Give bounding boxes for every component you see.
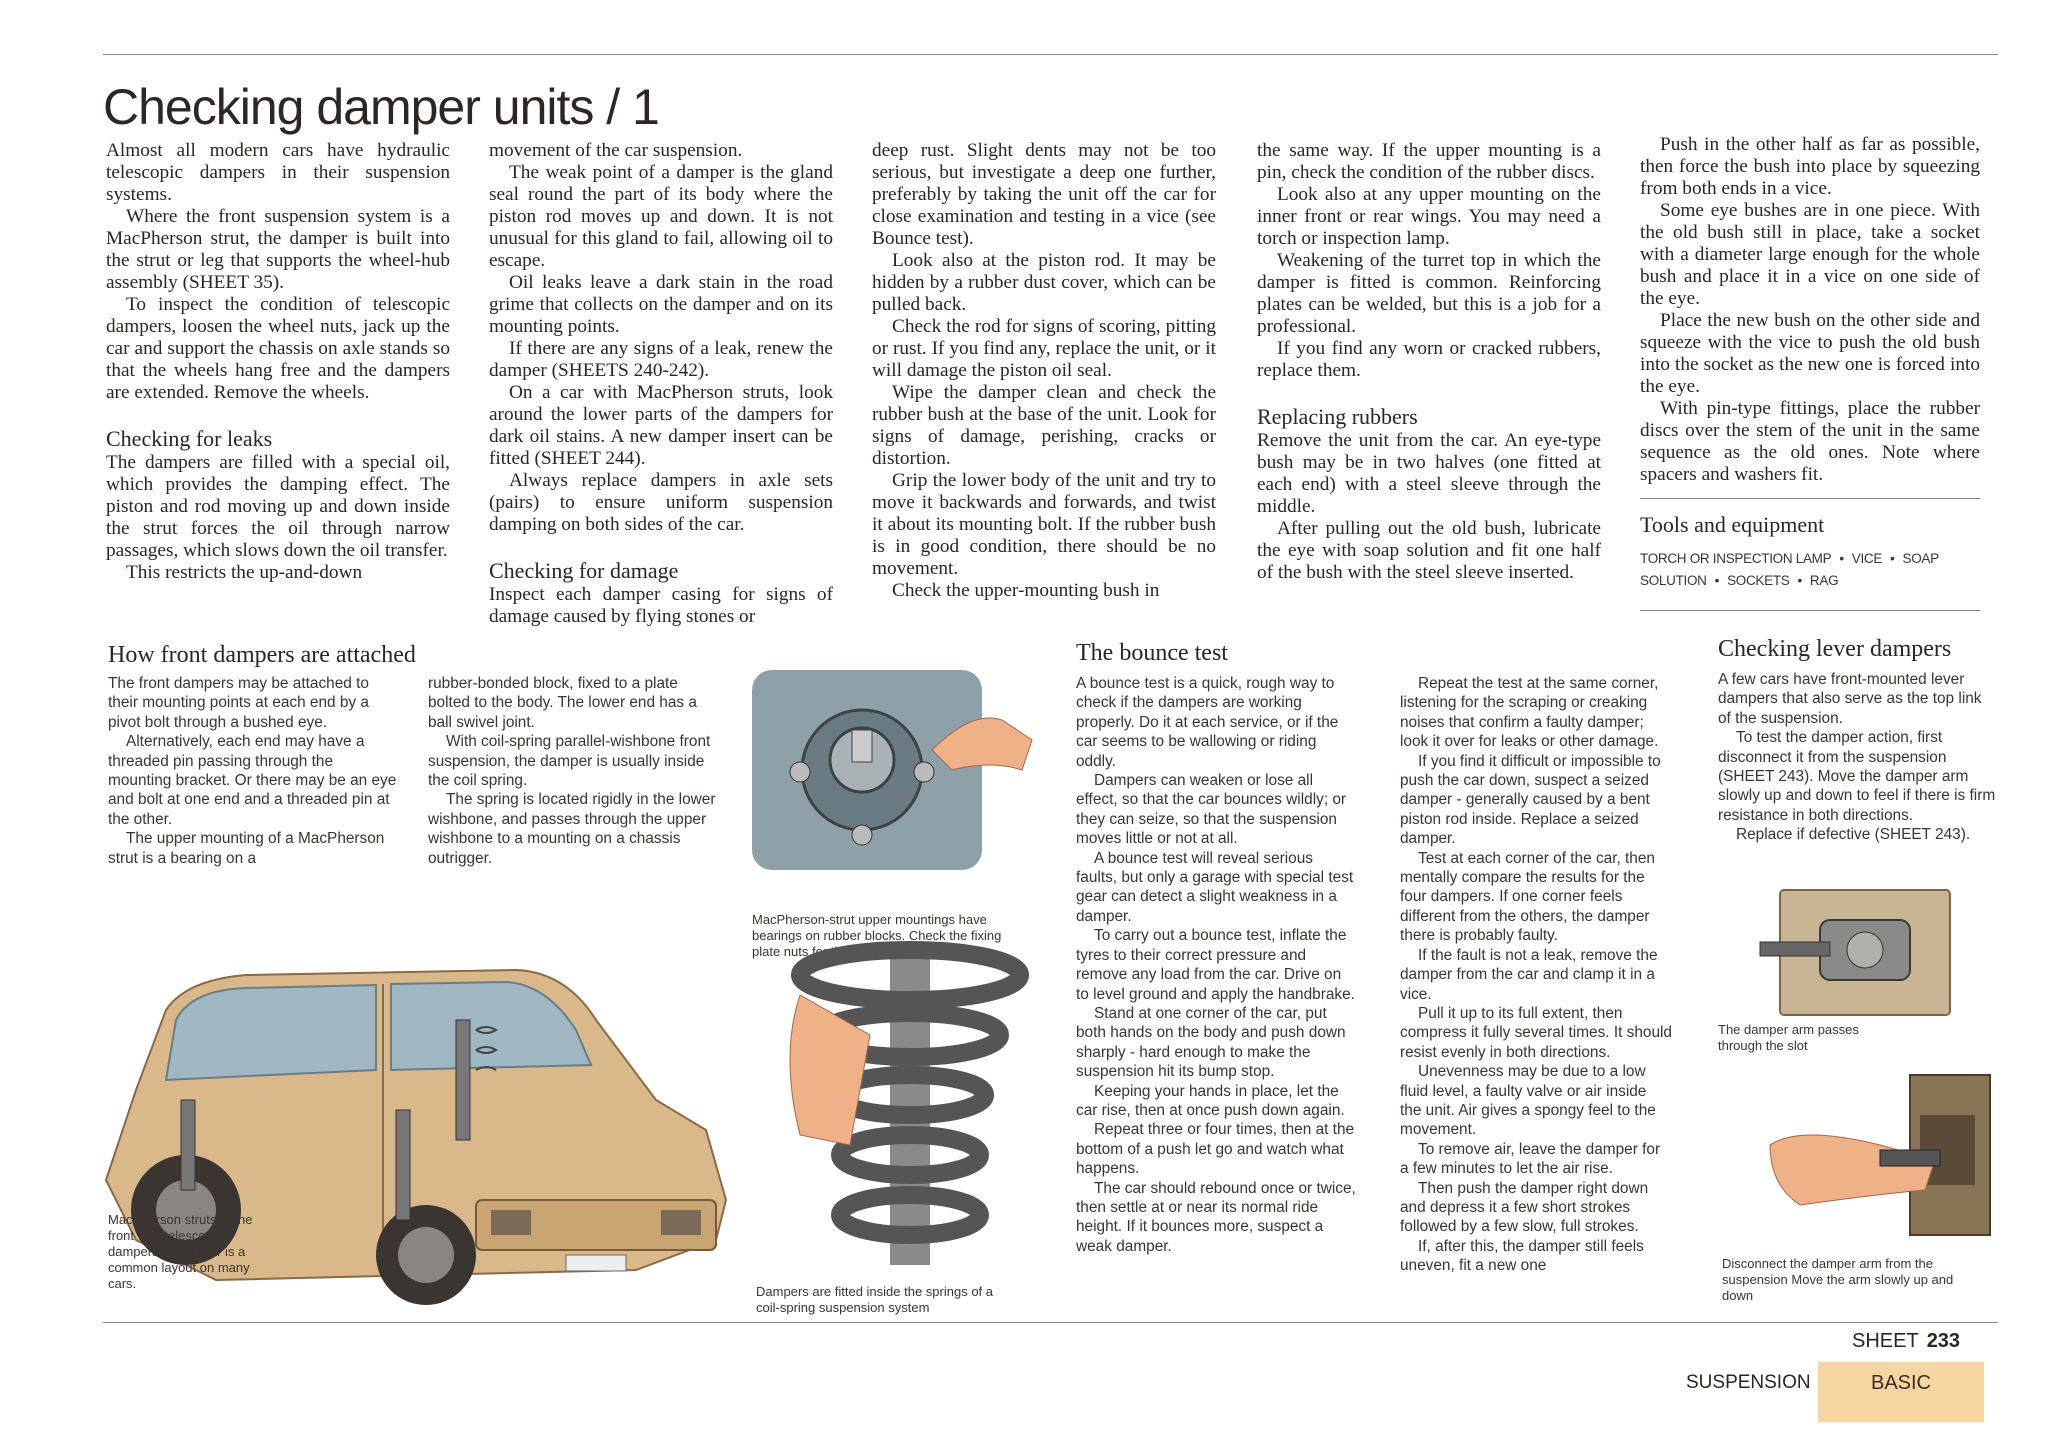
- sheet-value: 233: [1926, 1330, 1961, 1352]
- paragraph: The spring is located rigidly in the lower wishbone, and passes through the upper wishbone to a mounting on a chassis outrigger.: [428, 791, 716, 867]
- paragraph: deep rust. Slight dents may not be too serious, but investigate a deep one further, preferably by taking the unit off the car for close examination and testing in a vice (see Bounce test).: [872, 140, 1216, 249]
- section-label: SUSPENSION: [1686, 1372, 1811, 1393]
- bounce-test-column-2: [1400, 674, 1672, 1276]
- section-heading: Replacing rubbers: [1257, 404, 1418, 429]
- paragraph: To remove air, leave the damper for a few minutes to let the air rise.: [1400, 1140, 1661, 1178]
- paragraph: The weak point of a damper is the gland seal round the part of its body where the piston rod moves up and down. It is not unusual for this gland to fail, allowing oil to escape.: [489, 162, 833, 271]
- paragraph: Dampers can weaken or lose all effect, so that the car bounces wildly; or they can seize, so that the suspension moves little or not at all.: [1076, 772, 1347, 848]
- paragraph: Alternatively, each end may have a threaded pin passing through the mounting bracket. Or there may be an eye and bolt at one end and a threaded pin at the other.: [108, 733, 397, 828]
- sheet-number: [1852, 1330, 1960, 1353]
- paragraph: Keeping your hands in place, let the car rise, then at once push down again.: [1076, 1082, 1345, 1119]
- paragraph: Repeat the test at the same corner, listening for the scraping or creaking noises that confirm a faulty damper; look it over for leaks or other damage.: [1400, 675, 1659, 751]
- section-heading: Checking for damage: [489, 558, 679, 583]
- paragraph: After pulling out the old bush, lubricate the eye with soap solution and fit one half of the bush with the steel sleeve inserted.: [1257, 518, 1601, 583]
- front-dampers-heading: How front dampers are attached: [108, 642, 416, 668]
- paragraph: With coil-spring parallel-wishbone front suspension, the damper is usually inside the coil spring.: [428, 733, 711, 790]
- car-caption: MacPherson struts at the front with telescopic dampers at the rear is a common layout on many cars.: [108, 1212, 253, 1291]
- level-label: BASIC: [1870, 1372, 1932, 1394]
- paragraph: A few cars have front-mounted lever dampers that also serve as the top link of the suspension.: [1718, 671, 1982, 727]
- paragraph: Oil leaks leave a dark stain in the road grime that collects on the damper and on its mounting points.: [489, 272, 833, 337]
- lever-dampers-heading: Checking lever dampers: [1718, 636, 1952, 662]
- paragraph: A bounce test is a quick, rough way to check if the dampers are working properly. Do it at each service, or if the car seems to be wallowing or riding oddly.: [1076, 675, 1339, 770]
- paragraph: Replace if defective (SHEET 243).: [1736, 826, 1971, 844]
- text-column-4: [1257, 140, 1601, 584]
- paragraph: If you find any worn or cracked rubbers, replace them.: [1257, 338, 1601, 381]
- paragraph: Weakening of the turret top in which the damper is fitted is common. Reinforcing plates can be welded, but this is a job for a professional.: [1257, 250, 1601, 337]
- paragraph: movement of the car suspension.: [489, 140, 743, 161]
- paragraph: Grip the lower body of the unit and try to move it backwards and forwards, and twist it about its mounting bolt. If the rubber bush is in good condition, there should be no movement.: [872, 470, 1216, 579]
- tool-item: SOCKETS: [1727, 573, 1790, 588]
- tool-item: TORCH OR INSPECTION LAMP: [1640, 551, 1832, 566]
- text-column-3: [872, 140, 1216, 602]
- tools-rule-bottom: [1640, 610, 1980, 611]
- paragraph: If you find it difficult or impossible to push the car down, suspect a seized damper - generally caused by a bent piston rod inside. Replace a seized damper.: [1400, 752, 1661, 848]
- tools-rule-top: [1640, 498, 1980, 499]
- lever-caption-2: Disconnect the damper arm from the suspension Move the arm slowly up and down: [1722, 1256, 1954, 1303]
- text-column-5: [1640, 134, 1980, 486]
- disconnect-arm-illustration: [1760, 1065, 2000, 1245]
- paragraph: If the fault is not a leak, remove the damper from the car and clamp it in a vice.: [1400, 946, 1658, 1003]
- paragraph: Remove the unit from the car. An eye-type bush may be in two halves (one fitted at each end) with a steel sleeve through the middle.: [1257, 430, 1601, 517]
- lever-damper-illustration: [1750, 880, 1970, 1025]
- front-dampers-column-1: [108, 674, 398, 868]
- text-column-1: [106, 140, 450, 584]
- paragraph: Always replace dampers in axle sets (pairs) to ensure uniform suspension damping on both sides of the car.: [489, 470, 833, 535]
- paragraph: To test the damper action, first disconnect it from the suspension (SHEET 243). Move the damper arm slowly up and down to feel if there is firm resistance in both directions.: [1718, 729, 1996, 824]
- coil-spring-caption: Dampers are fitted inside the springs of a coil-spring suspension system: [756, 1284, 994, 1315]
- paragraph: Push in the other half as far as possible, then force the bush into place by squeezing from both ends in a vice.: [1640, 134, 1980, 199]
- paragraph: Unevenness may be due to a low fluid level, a faulty valve or air inside the unit. Air gives a spongy feel to the movement.: [1400, 1063, 1656, 1139]
- separator: •: [1797, 573, 1802, 588]
- paragraph: A bounce test will reveal serious faults, but only a garage with special test gear can detect a slight weakness in a damper.: [1076, 849, 1354, 925]
- level-tab: [1818, 1362, 1984, 1422]
- paragraph: Look also at any upper mounting on the inner front or rear wings. You may need a torch or inspection lamp.: [1257, 184, 1601, 249]
- strut-mount-illustration: [752, 660, 1042, 880]
- paragraph: If, after this, the damper still feels uneven, fit a new one: [1400, 1237, 1644, 1275]
- separator: •: [1839, 551, 1844, 566]
- paragraph: Almost all modern cars have hydraulic telescopic dampers in their suspension systems.: [106, 140, 450, 205]
- paragraph: Check the upper-mounting bush in: [892, 580, 1160, 601]
- section-heading: Checking for leaks: [106, 426, 273, 451]
- sheet-label: SHEET: [1852, 1330, 1919, 1352]
- paragraph: This restricts the up-and-down: [126, 562, 363, 583]
- text-column-2: [489, 140, 833, 628]
- paragraph: Check the rod for signs of scoring, pitting or rust. If you find any, replace the unit, or it will damage the piston oil seal.: [872, 316, 1216, 381]
- separator: •: [1890, 551, 1895, 566]
- coil-spring-illustration: [770, 935, 1060, 1270]
- tool-item: VICE: [1851, 551, 1883, 566]
- paragraph: rubber-bonded block, fixed to a plate bolted to the body. The lower end has a ball swivel joint.: [428, 675, 697, 731]
- paragraph: On a car with MacPherson struts, look around the lower parts of the dampers for dark oil stains. A new damper insert can be fitted (SHEET 244).: [489, 382, 833, 469]
- paragraph: Test at each corner of the car, then mentally compare the results for the four dampers. If one corner feels different from the others, the damper there is probably faulty.: [1400, 849, 1655, 945]
- tools-list: [1640, 548, 1980, 592]
- paragraph: Some eye bushes are in one piece. With the old bush still in place, take a socket with a diameter large enough for the whole bush and place it in a vice on one side of the eye.: [1640, 200, 1980, 309]
- paragraph: The dampers are filled with a special oil, which provides the damping effect. The piston and rod moving up and down inside the strut forces the oil through narrow passages, which slows down the oil transfer.: [106, 452, 450, 561]
- paragraph: Repeat three or four times, then at the bottom of a push let go and watch what happens.: [1076, 1121, 1355, 1178]
- paragraph: Pull it up to its full extent, then compress it fully several times. It should resist evenly in both directions.: [1400, 1004, 1672, 1061]
- bottom-rule: [103, 1322, 1998, 1323]
- paragraph: To carry out a bounce test, inflate the tyres to their correct pressure and remove any load from the car. Drive on to level ground and apply the handbrake.: [1076, 927, 1355, 1003]
- bounce-test-heading: The bounce test: [1076, 640, 1228, 666]
- top-rule: [103, 54, 1998, 55]
- paragraph: the same way. If the upper mounting is a pin, check the condition of the rubber discs.: [1257, 140, 1601, 183]
- tools-heading: Tools and equipment: [1640, 512, 1825, 537]
- bounce-test-column-1: [1076, 674, 1356, 1256]
- tool-item: RAG: [1809, 573, 1839, 588]
- paragraph: Stand at one corner of the car, put both hands on the body and push down sharply - hard enough to make the suspension hit its bump stop.: [1076, 1004, 1346, 1081]
- paragraph: With pin-type fittings, place the rubber discs over the stem of the unit in the same sequence as the old ones. Note where spacers and washers fit.: [1640, 398, 1980, 485]
- paragraph: The upper mounting of a MacPherson strut is a bearing on a: [108, 830, 385, 867]
- separator: •: [1714, 573, 1720, 588]
- lever-caption-1: The damper arm passes through the slot: [1718, 1022, 1859, 1053]
- page-title: Checking damper units / 1: [103, 79, 659, 135]
- lever-dampers-text: [1718, 670, 1996, 845]
- paragraph: Inspect each damper casing for signs of damage caused by flying stones or: [489, 584, 833, 627]
- paragraph: Wipe the damper clean and check the rubber bush at the base of the unit. Look for signs of damage, perishing, cracks or distortion.: [872, 382, 1216, 469]
- paragraph: Place the new bush on the other side and squeeze with the vice to push the old bush into the socket as the new one is forced into the eye.: [1640, 310, 1980, 397]
- paragraph: Where the front suspension system is a MacPherson strut, the damper is built into the strut or leg that supports the wheel-hub assembly (SHEET 35).: [106, 206, 450, 293]
- strut-mount-caption: MacPherson-strut upper mountings have bearings on rubber blocks. Check the fixing plate nuts for tightness.: [752, 912, 1002, 959]
- tool-item: SOAP SOLUTION: [1640, 551, 1939, 588]
- paragraph: The front dampers may be attached to their mounting points at each end by a pivot bolt through a bushed eye.: [108, 675, 369, 731]
- paragraph: The car should rebound once or twice, then settle at or near its normal ride height. If it bounces more, suspect a weak damper.: [1076, 1179, 1356, 1255]
- paragraph: To inspect the condition of telescopic dampers, loosen the wheel nuts, jack up the car and support the chassis on axle stands so that the wheels hang free and the dampers are extended. Remove the wheels.: [106, 294, 450, 403]
- front-dampers-column-2: [428, 674, 718, 868]
- paragraph: Then push the damper right down and depress it a few short strokes followed by a few slow, full strokes.: [1400, 1179, 1649, 1236]
- paragraph: Look also at the piston rod. It may be hidden by a rubber dust cover, which can be pulled back.: [872, 250, 1216, 315]
- paragraph: If there are any signs of a leak, renew the damper (SHEETS 240-242).: [489, 338, 833, 381]
